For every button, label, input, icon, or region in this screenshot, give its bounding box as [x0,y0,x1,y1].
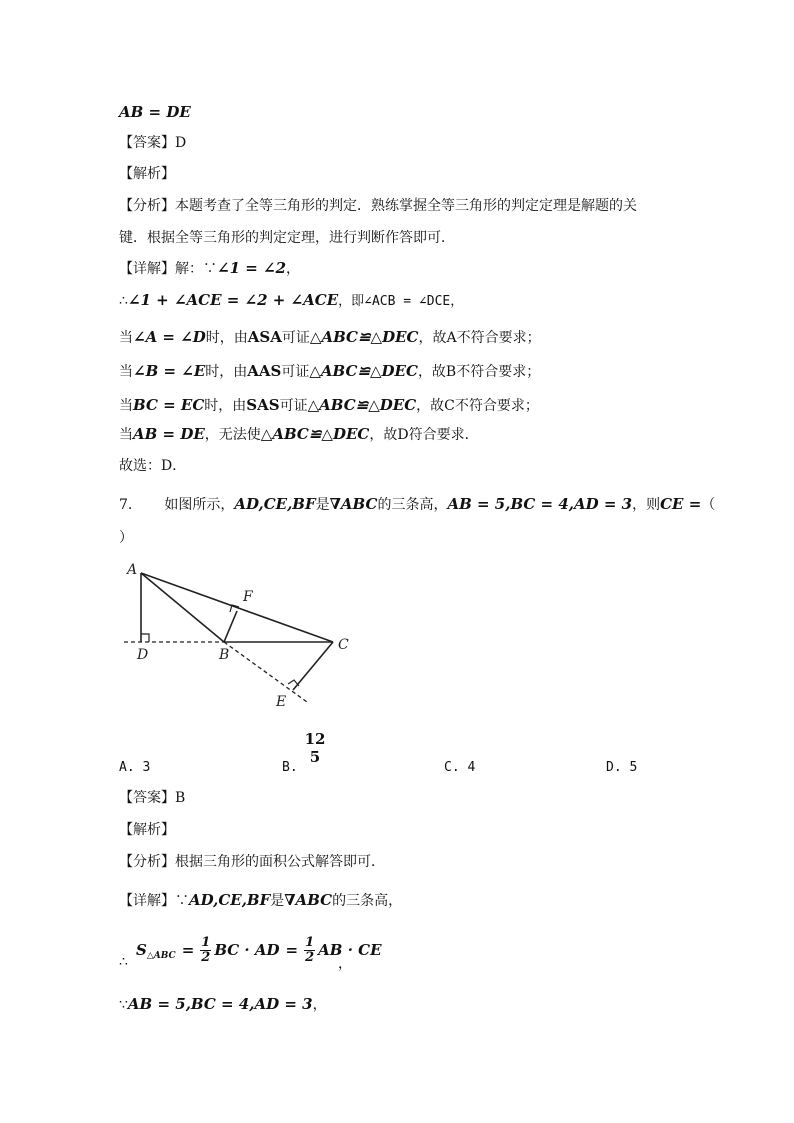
option-a: A. 3 [119,760,151,775]
detail-label: 【详解】解：∵ [119,261,217,277]
case-text: 可证 [281,330,310,346]
detail-line-3 [119,890,402,911]
label-c: C [338,637,349,653]
fraction-numerator: 1 [305,934,315,950]
case-prefix: 当 [119,427,133,443]
angle-conclusion: ，即∠ACB = ∠DCE， [338,294,464,309]
question-7 [119,494,715,515]
half-fraction [304,936,315,965]
case-condition: AB = DE [133,425,205,443]
analysis-heading-2: 【解析】 [119,822,175,838]
question-text: 如图所示， [164,497,235,513]
triangle-figure [119,556,399,720]
comma: ， [338,956,352,972]
segment-ab [141,573,224,642]
criterion: ASA [247,328,282,346]
case-text: ，无法使 [204,427,261,443]
equals-sign: = [285,941,299,959]
label-e: E [276,694,287,710]
segment-ce [293,642,333,690]
case-prefix: 当 [119,330,133,346]
altitudes: AD,CE,BF [189,891,271,909]
option-d: D. 5 [606,760,638,775]
right-angle-d [141,634,149,642]
given-values: AB = 5,BC = 4,AD = 3 [127,995,313,1013]
question-text: 是 [315,497,330,513]
detail-label: 【详解】∵ [119,893,189,909]
equals-sign: = [181,941,195,959]
detail-text: 是 [270,893,285,909]
answer-line-2: 【答案】B [119,790,186,806]
bracket-open: （ [701,497,716,513]
question-text: ，则 [632,497,661,513]
punct: ， [286,261,301,277]
option-b: B. [282,760,298,775]
case-text: 可证 [281,364,310,380]
label-d: D [137,647,149,663]
answer-line: 【答案】D [119,135,187,151]
congruence: △ABC≌△DEC [307,396,417,414]
angle-equation: ∠1 = ∠2 [217,259,287,277]
case-condition: ∠B = ∠E [133,362,206,380]
case-prefix: 当 [119,398,133,414]
case-condition: BC = EC [133,396,205,414]
therefore-symbol: ∴ [119,293,128,309]
option-c: C. 4 [444,760,476,775]
case-prefix: 当 [119,364,133,380]
case-c-line [119,395,539,416]
analysis-text-3: 【分析】根据三角形的面积公式解答即可． [119,854,385,870]
fraction-denominator: 5 [309,748,321,766]
question-number: 7. [119,497,133,513]
case-result: ，故C不符合要求； [416,398,539,414]
label-a: A [127,562,138,578]
triangle-symbol: ∇ABC [329,495,378,513]
given-line [119,994,327,1015]
criterion: AAS [247,362,282,380]
fraction-numerator: 12 [304,730,326,748]
criterion: SAS [246,396,280,414]
choice-line: 故选：D． [119,458,187,474]
analysis-heading: 【解析】 [119,166,175,182]
case-result: ，故A不符合要求； [418,330,541,346]
question-text: 的三条高， [377,497,448,513]
area-symbol: S [136,941,147,959]
fraction-denominator: 2 [305,949,315,965]
case-text: 时，由 [205,364,248,380]
therefore-symbol-2: ∴ [119,954,128,970]
case-b-line [119,361,540,382]
case-d-line [119,424,479,445]
area-subscript: △ABC [146,951,176,961]
case-a-line [119,327,541,348]
half-fraction [200,936,211,965]
angle-sum-equation: ∠1 + ∠ACE = ∠2 + ∠ACE [127,291,339,309]
bc-ad-product: BC · AD [214,941,280,959]
punct: ， [312,997,327,1013]
congruence: △ABC≌△DEC [309,362,418,380]
fraction-denominator: 2 [201,949,211,965]
detail-line-2 [119,290,463,312]
option-b-fraction [303,730,327,766]
label-b: B [219,647,230,663]
case-text: 时，由 [204,398,247,414]
fraction-numerator: 1 [201,934,211,950]
extension-ab [224,642,307,702]
case-result: ，故D符合要求． [369,427,479,443]
congruence: △ABC≌△DEC [260,425,370,443]
geometry-diagram [119,556,399,716]
altitudes: AD,CE,BF [234,495,316,513]
detail-line-1 [119,258,300,279]
detail-text: 的三条高， [332,893,403,909]
case-result: ，故B不符合要求； [417,364,541,380]
triangle-symbol: ∇ABC [284,891,333,909]
analysis-text-1: 【分析】本题考查了全等三角形的判定．熟练掌握全等三角形的判定定理是解题的关 [119,198,637,214]
label-f: F [243,589,253,605]
given-values: AB = 5,BC = 4,AD = 3 [447,495,633,513]
because-symbol: ∵ [119,997,128,1013]
bracket-close: ） [119,530,133,546]
case-text: 时，由 [205,330,248,346]
unknown: CE = [660,495,702,513]
equation-ab-de: AB = DE [119,103,191,121]
segment-bf [224,611,237,642]
case-condition: ∠A = ∠D [133,328,206,346]
segment-ac [141,573,333,642]
case-text: 可证 [279,398,308,414]
analysis-text-2: 键．根据全等三角形的判定定理，进行判断作答即可． [119,230,455,246]
congruence: △ABC≌△DEC [309,328,419,346]
ab-ce-product: AB · CE [318,941,382,959]
